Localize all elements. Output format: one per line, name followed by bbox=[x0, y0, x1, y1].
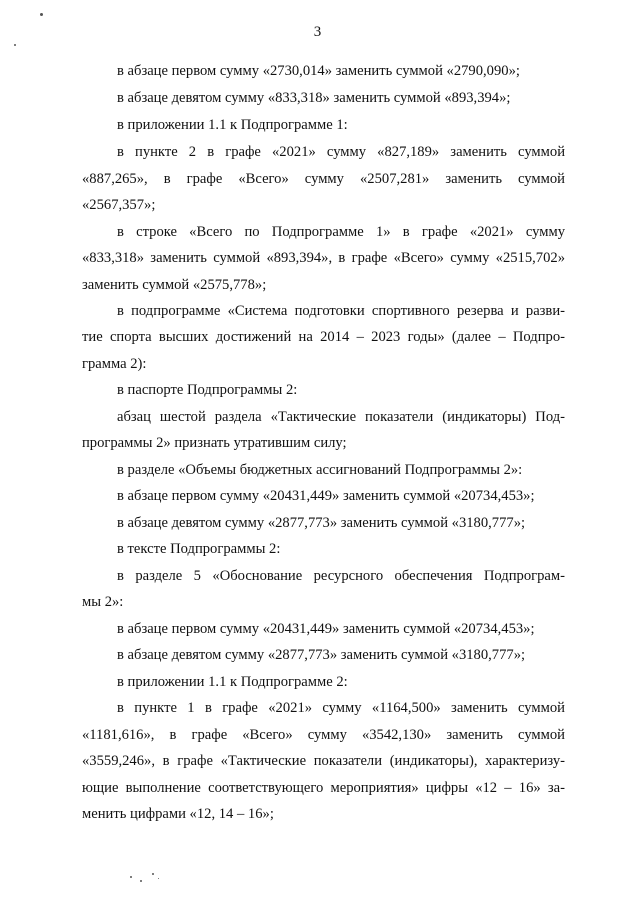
text-line: в абзаце первом сумму «20431,449» заменить суммой «20734,453»; bbox=[117, 621, 535, 637]
scan-speck bbox=[14, 44, 16, 46]
text-line: в разделе 5 «Обоснование ресурсного обеспечения Подпрограм- bbox=[117, 568, 565, 584]
scan-speck bbox=[140, 880, 142, 882]
text-line: «3559,246», в графе «Тактические показатели (индикаторы), характеризу- bbox=[82, 753, 565, 769]
text-line: в пункте 1 в графе «2021» сумму «1164,500» заменить суммой bbox=[117, 700, 565, 716]
text-line: программы 2» признать утратившим силу; bbox=[82, 435, 347, 451]
text-line: в приложении 1.1 к Подпрограмме 2: bbox=[117, 674, 348, 690]
text-line: тие спорта высших достижений на 2014 – 2023 годы» (далее – Подпро- bbox=[82, 329, 565, 345]
text-line: ющие выполнение соответствующего мероприятия» цифры «12 – 16» за- bbox=[82, 780, 565, 796]
text-line: абзац шестой раздела «Тактические показатели (индикаторы) Под- bbox=[117, 409, 565, 425]
text-line: заменить суммой «2575,778»; bbox=[82, 277, 267, 293]
scan-speck bbox=[152, 873, 154, 875]
text-line: «887,265», в графе «Всего» сумму «2507,281» заменить суммой bbox=[82, 171, 565, 187]
text-line: в абзаце девятом сумму «833,318» заменить суммой «893,394»; bbox=[117, 90, 511, 106]
text-line: в абзаце первом сумму «2730,014» заменить суммой «2790,090»; bbox=[117, 63, 520, 79]
scan-speck bbox=[158, 878, 159, 879]
text-line: в абзаце первом сумму «20431,449» заменить суммой «20734,453»; bbox=[117, 488, 535, 504]
text-line: в паспорте Подпрограммы 2: bbox=[117, 382, 298, 398]
scan-speck bbox=[130, 876, 132, 878]
text-line: в абзаце девятом сумму «2877,773» заменить суммой «3180,777»; bbox=[117, 647, 526, 663]
text-line: грамма 2): bbox=[82, 356, 147, 372]
text-line: «2567,357»; bbox=[82, 197, 156, 213]
text-line: в подпрограмме «Система подготовки спортивного резерва и разви- bbox=[117, 303, 565, 319]
text-line: в пункте 2 в графе «2021» сумму «827,189» заменить суммой bbox=[117, 144, 565, 160]
text-line: «1181,616», в графе «Всего» сумму «3542,130» заменить суммой bbox=[82, 727, 565, 743]
text-line: в приложении 1.1 к Подпрограмме 1: bbox=[117, 117, 348, 133]
text-line: в строке «Всего по Подпрограмме 1» в графе «2021» сумму bbox=[117, 224, 565, 240]
scan-speck bbox=[40, 13, 43, 16]
text-line: в разделе «Объемы бюджетных ассигнований Подпрограммы 2»: bbox=[117, 462, 523, 478]
text-line: в тексте Подпрограммы 2: bbox=[117, 541, 281, 557]
text-line: менить цифрами «12, 14 – 16»; bbox=[82, 806, 274, 822]
text-line: мы 2»: bbox=[82, 594, 124, 610]
text-line: «833,318» заменить суммой «893,394», в графе «Всего» сумму «2515,702» bbox=[82, 250, 565, 266]
page-number: 3 bbox=[313, 24, 322, 40]
text-line: в абзаце девятом сумму «2877,773» заменить суммой «3180,777»; bbox=[117, 515, 526, 531]
